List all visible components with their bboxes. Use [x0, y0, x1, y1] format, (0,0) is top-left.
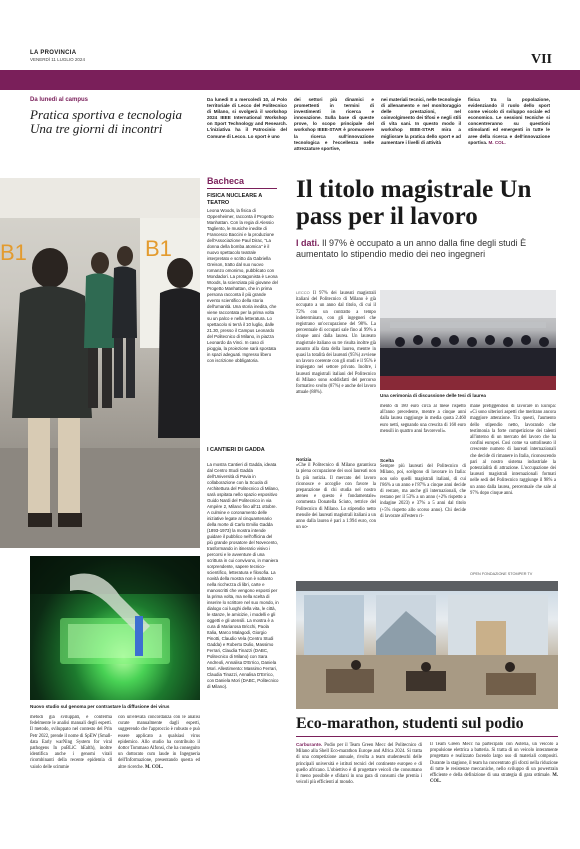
left-article-column-2-text: con un'elevata concordanza con le analisi curate manualmente dagli esperti, suggerendo che l'approccio è robusto e può essere applicato a qualsiasi virus epidemico. Allo studio ha contribuito il dottor Tommaso Alfonsi, che ha conseguito un dottorato cum laude in Ingegneria dell'Informazione, presentando questa ed altre ricerche.: [118, 715, 200, 770]
top-column-1: Da lunedì 8 a mercoledì 10, al Polo territoriale di Lecco del Politecnico di Milano, si svolgerà il workshop 2024 IEEE International Workshop on Sport Technology and Research. L'iniziativa ha il Patrocinio del Comune di Lecco. Lo sport è uno: [207, 97, 287, 139]
main-subhead: [296, 238, 556, 260]
issue-date: VENERDÌ 11 LUGLIO 2024: [30, 57, 85, 62]
main-article-column-2-text: «Che il Politecnico di Milano garantisca la piena occupazione dei suoi laureati non fa più notizia. Il mercato del lavoro riconosce e accoglie con favore la preparazione di chi studia nel nostro ateneo e questo è fondamentale» commenta Donatella Sciuto, rettrice del Politecnico di Milano. Lo stipendio netto mensile dei laureati magistrali italiani a un anno dalla laurea è pari a 1.994 euro, con un uo-: [296, 463, 376, 531]
photo-graduation-ceremony: [380, 290, 556, 390]
eco-headline: Eco-marathon, studenti sul podio: [296, 715, 524, 732]
top-column-4: [468, 97, 550, 159]
photo-eco-marathon-team: [296, 581, 558, 709]
main-article-column-4: mane prefiggendosi di lavorare in Europa: «Ci sono ulteriori aspetti che meritano ancora maggiore attenzione. Tra questi, l'aumento dello stipendio netto, lavorando che testimonia la forte competizione dei talenti all'interno di un mercato del lavoro che ha confini europei. Così come va sottolineato il crescente numero di laureati internazionali che decide di rimanere in Italia, riconoscendo pari al nostro sistema industriale la potenzialità di attrazione. L'occupazione dei laureati magistrali internazionali formati nelle sedi del Politecnico raggiunge il 98% a un anno dalla laurea, percentuale che sale al 97% dopo cinque anni.: [470, 404, 556, 496]
caption-lab-photo: Nuovo studio sul genoma per contrastare la diffusione dei virus: [30, 704, 170, 709]
main-article-column-1-text: Il 97% dei laureati magistrali italiani del Politecnico di Milano è già occupato a un anno dal titolo, di cui il 72% con un contratto a tempo indeterminato, con gli ingegneri che registrano un'occupazione del 98%. La percentuale di occupati sale fino al 99% a cinque anni dalla laurea. Un laureato magistrale italiano su tre risulta inoltre già assunto alla data della laurea, mentre in quasi la totalità dei laureati (95%) avviene un lavoro coerente con gli studi e il 95% è impiegato nel settore privato. Inoltre, i laureati magistrali italiani del Politecnico di Milano sono soddisfatti del percorso formativo svolto (87%) e anche del lavoro attuale (88%).: [296, 291, 376, 396]
main-subhead-label: I dati.: [296, 238, 320, 248]
eco-article-signature: M. COL.: [430, 773, 558, 785]
page-number: VII: [530, 52, 552, 67]
svg-text:B1: B1: [0, 240, 27, 265]
main-article-column-3-text: Sempre più laureati del Politecnico di Milano, poi, scelgono di lavorare in Italia: non solo quelli magistrali italiani, di cui l'86% a un anno e l'87% a cinque anni decide di restare, ma anche gli internazionali, che restano per il 53% a un anno (+2% rispetto a indagine 2023) e 37% a 5 anni dal titolo (+5% rispetto allo scorso anno). Chi decide di lavorare all'estero ri-: [380, 464, 466, 519]
top-column-4-signature: M. COL.: [488, 139, 506, 145]
bacheca-item-2-heading: I CANTIERI DI GADDA: [207, 447, 265, 453]
eco-headline-rule: [296, 736, 558, 737]
svg-text:B1: B1: [145, 236, 172, 261]
newspaper-name: LA PROVINCIA: [30, 50, 77, 56]
main-article-column-2b: mento di 180 euro circa al mese rispetto all'anno precedente, mentre a cinque anni dalla laurea raggiunge in media quota 2.460 euro netti, segnando una crescita di 160 euro mensili in quattro anni favorevoli».: [380, 404, 466, 434]
main-article-column-2: [296, 455, 376, 573]
eco-article-column-2: [430, 742, 558, 842]
masthead: [0, 0, 580, 70]
left-article-column-1: metodi già sviluppati, e conferma fedelmente le analisi manuali degli esperti. Il metodo, sviluppato nel contesto del Prin Petr 2022, prende il nome di SpEW (Small-data Early warNing System for viral pathogens In puBLiC hEalth), inoltre identifica anche i genomi virali ricombinanti della recente epidemia di vaiolo delle scimmie: [30, 715, 112, 770]
bacheca-rule: [207, 188, 277, 189]
bacheca-item-1-heading: FISICA NUCLEARE A TEATRO: [207, 193, 262, 206]
main-article-place: LECCO: [296, 290, 310, 295]
top-column-4-text: fisica tra la popolazione, evidenziando il ruolo dello sport come veicolo di sviluppo sociale ed economico. Le sessioni tecniche si concentreranno su questioni stimolanti ed emergenti in tutte le aree della ricerca e dell'innovazione sportiva.: [468, 97, 550, 145]
main-article-column-3: [380, 456, 466, 574]
main-headline: Il titolo magistrale Un pass per il lavoro: [296, 176, 532, 230]
section-bar: [0, 70, 580, 90]
bacheca-item-1-text: Leona Woods, la fisica di Oppenheimer, racconta il Progetto Manhattan. Con la regia di Alessio Tagliento, le musiche inedite di Francesco Baccini e la produzione dell'Associazione Paul Dirac, "La donna della bomba atomica" è il nuovo spettacolo teatrale interpretato e scritto da Gabriella Greison, tratto dal suo nuovo romanzo omonimo, pubblicato con Mondadori. La protagonista è Leona Woods, la scienziata più giovane del Progetto Manhattan, che in prima persona racconta il più grande evento scientifico della storia dell'umanità. Una storia inedita, che viene raccontata per la prima volta su un palco e nella letteratura. Lo spettacolo si terrà il 10 luglio, dalle 21.30, presso il Campus Leonardo del Politecnico di Milano, in piazza Leonardo da Vinci. In caso di pioggia, la proiezione sarà spostata in spazi adeguati. Ingresso libero con iscrizione obbligatoria.: [207, 208, 278, 363]
main-subhead-text: Il 97% è occupato a un anno dalla fine degli studi È aumentato lo stipendio medio dei neo ingegneri: [296, 238, 527, 259]
left-article-column-2: [118, 715, 200, 840]
caption-ceremony-photo: Una cerimonia di discussione delle tesi di laurea: [380, 393, 486, 398]
top-headline: Pratica sportiva e tecnologia Una tre giorni di incontri: [30, 107, 183, 136]
top-column-3: nei materiali tecnici, nelle tecnologie di allenamento e nel monitoraggio delle prestazioni, nel coinvolgimento dei tifosi e negli stili di vita sani. In questo modo il workshop IEEE-STAR mira a migliorare la pratica dello sport e ad aumentare i livelli di attività: [381, 97, 461, 145]
bacheca-title: Bacheca: [207, 176, 245, 186]
eco-article-column-2-text: Il Team Green Mecc ha partecipato con Asteria, un veicolo a propulsione elettrica a batteria. Si tratta di un veicolo interamente progettato e realizzato facendo largo uso di materiali compositi. Durante la stagione, il team ha concentrato gli sforzi nella riduzione di tutte le resistenze meccaniche, nello sviluppo di un powertrain efficiente e della definizione di una strategia di gara ottimale.: [430, 742, 558, 779]
photo-lab-gel: [30, 556, 200, 700]
top-kicker: Da lunedì al campus: [30, 97, 89, 103]
eco-article-column-1: [296, 742, 422, 842]
left-article-signature: M. COL.: [144, 764, 164, 770]
photo-campus-corridor: [0, 178, 200, 548]
main-article-subheading-2: Scelta: [380, 458, 394, 463]
main-article-subheading-1: Notizia: [296, 457, 312, 462]
top-column-2: dei settori più dinamici e promettenti in termini di investimenti in ricerca e innovazione. Sulla base di queste prove, lo scopo principale del workshop IEEE-STAR è promuovere la ricerca sull'innovazione tecnologica e l'eccellenza nelle attrezzature sportive,: [294, 97, 374, 151]
eco-article-column-1-text: Podio per il Team Green Mecc del Politecnico di Milano alla Shell Eco-marathon Europe and Africa 2024. Si tratta di una competizione annuale, rivolta a team studenteschi delle principali università e istituti tecnici del continente europeo e di quello africano. L'obiettivo è di progettare veicoli che consumano il meno possibile e sfidarsi in una gara di consumi che premia i veicoli più efficienti al mondo.: [296, 743, 422, 786]
eco-article-label: Carburante.: [296, 742, 323, 747]
main-article-credit: OPEN FONDAZIONE STOMPER TV: [470, 572, 533, 576]
bacheca-item-2-text: La mostra Cantieri di Gadda, ideata dal Centro Studi Gadda dell'Università di Pavia in collaborazione con la Scuola di Architettura del Politecnico di Milano, sarà ospitata nello spazio espositivo Guido Nardi del Politecnico in via Ampère 2, Milano fino all'11 ottobre. A culmine e coronamento delle iniziative legate al cinquantenario della morte di Carlo Emilio Gadda (1893-1973) la mostra intende guidare il pubblico nell'officina del più grande prosatore del Novecento, trasformando in itinerario visivo i percorsi e le avventure di una scrittura in cui convivono, in maniera sorprendente, sapere tecnico-scientifico, letteratura e filosofia. La novità della mostra non è soltanto nella ricchezza di libri, carte e manoscritti che vengono esposti per la prima volta, ma nella scelta di inserire lo scrittore nel suo mondo, in dialogo coi luoghi della vita, le città, le stanze, le amicizie, i modelli e gli oggetti e gli utensili. La mostra è a cura di Mariarosa Bricchi, Paola Italia, Marco Malagodi, Giorgio Pinotti, Claudio Vela (Centro Studi Gadda) e Roberto Dulio, Massimo Ferrari, Claudia Tinazzi (DABC, Politecnico di Milano) con Sara Andreoli, Annalisa D'Errico, Daniela Mori. Allestimento: Massimo Ferrari, Claudia Tinazzi, Annalisa D'Errico, con Daniela Mori (DABC, Politecnico di Milano).: [207, 462, 279, 689]
